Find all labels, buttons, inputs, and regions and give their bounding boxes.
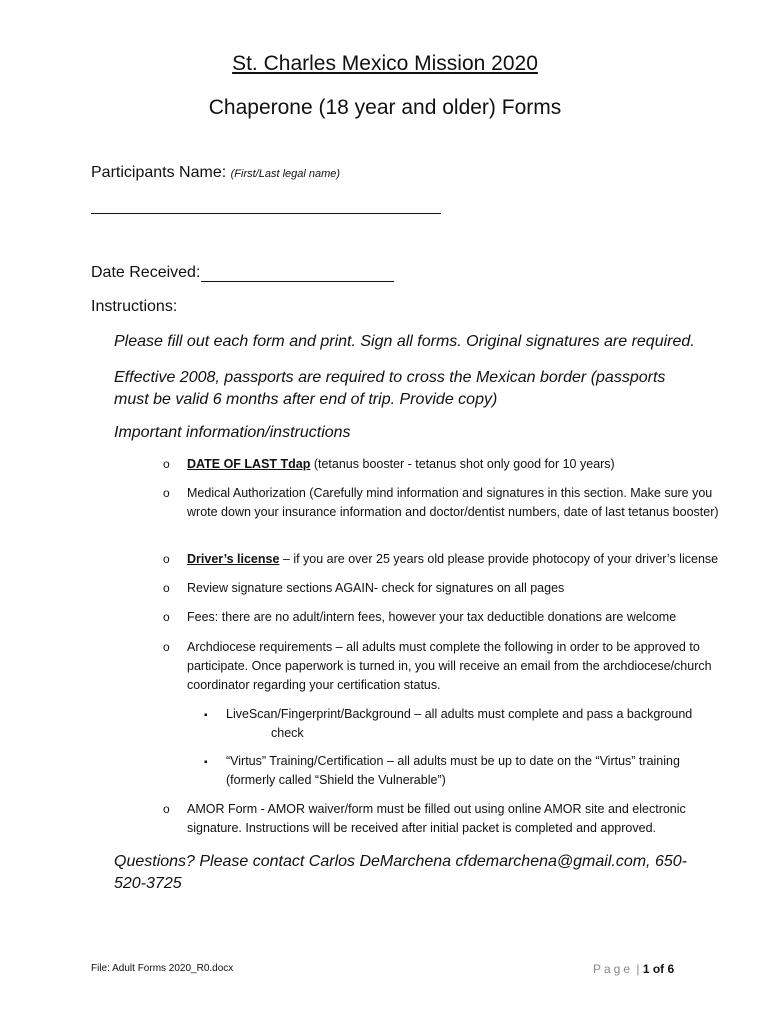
circle-bullet-icon: o <box>163 581 170 595</box>
sub-sub-item-virtus: “Virtus” Training/Certification – all adults must be up to date on the “Virtus” training (formerly called “Shield the Vulnerable”) <box>226 754 680 787</box>
square-bullet-icon: ▪ <box>204 710 208 721</box>
participant-name-row <box>91 164 340 182</box>
circle-bullet-icon: o <box>163 640 170 654</box>
circle-bullet-icon: o <box>163 552 170 566</box>
sub-item-amor: AMOR Form - AMOR waiver/form must be filled out using online AMOR site and electronic signature. Instructions will be received after initial packet is completed and approved. <box>187 802 686 835</box>
sub-item-medical: Medical Authorization (Carefully mind information and signatures in this section. Make sure you wrote down your insurance information and doctor/dentist numbers, date of last tetanus booster) <box>187 486 719 519</box>
sub-item-fees: Fees: there are no adult/intern fees, however your tax deductible donations are welcome <box>187 610 677 624</box>
sub-item-license <box>187 550 722 569</box>
license-strong: Driver’s license <box>187 552 280 566</box>
date-received-field[interactable] <box>201 281 394 282</box>
page-subtitle: Chaperone (18 year and older) Forms <box>208 96 562 119</box>
participant-name-field[interactable] <box>91 213 441 214</box>
date-received-label: Date Received: <box>91 264 201 281</box>
participant-name-label: Participants Name: <box>91 164 227 181</box>
sub-item-tdap <box>187 455 722 474</box>
livescan-line-1: LiveScan/Fingerprint/Background – all adults must complete and pass a background <box>226 707 693 721</box>
footer-page-count: 1 of 6 <box>642 962 675 976</box>
circle-bullet-icon: o <box>163 802 170 816</box>
footer-separator: | <box>636 962 640 976</box>
circle-bullet-icon: o <box>163 457 170 471</box>
footer-page-word: Page <box>593 962 634 976</box>
instruction-item-passports: Effective 2008, passports are required to cross the Mexican border (passports must be valid 6 months after end of trip. Provide copy) <box>114 369 666 408</box>
instruction-item-questions: Questions? Please contact Carlos DeMarchena cfdemarchena@gmail.com, 650-520-3725 <box>114 853 687 892</box>
sub-item-review: Review signature sections AGAIN- check for signatures on all pages <box>187 581 565 595</box>
sub-sub-item-livescan <box>226 705 716 743</box>
instruction-item-important: Important information/instructions <box>114 424 351 441</box>
footer-page-number <box>593 962 674 976</box>
tdap-strong: DATE OF LAST Tdap <box>187 457 311 471</box>
page-title: St. Charles Mexico Mission 2020 <box>232 52 538 75</box>
footer-file-name: File: Adult Forms 2020_R0.docx <box>91 963 234 974</box>
livescan-line-2: check <box>271 726 304 740</box>
participant-name-hint: (First/Last legal name) <box>230 168 341 180</box>
circle-bullet-icon: o <box>163 610 170 624</box>
circle-bullet-icon: o <box>163 486 170 500</box>
tdap-rest: (tetanus booster - tetanus shot only good for 10 years) <box>310 457 615 471</box>
instruction-item-sign-forms: Please fill out each form and print. Sign all forms. Original signatures are required. <box>114 333 695 350</box>
sub-item-archdiocese: Archdiocese requirements – all adults must complete the following in order to be approved to participate. Once paperwork is turned in, you will receive an email from the archdiocese/church coordinator regarding your certification status. <box>187 640 712 692</box>
license-rest: – if you are over 25 years old please provide photocopy of your driver’s license <box>279 552 719 566</box>
square-bullet-icon: ▪ <box>204 757 208 768</box>
instructions-label: Instructions: <box>91 298 178 315</box>
